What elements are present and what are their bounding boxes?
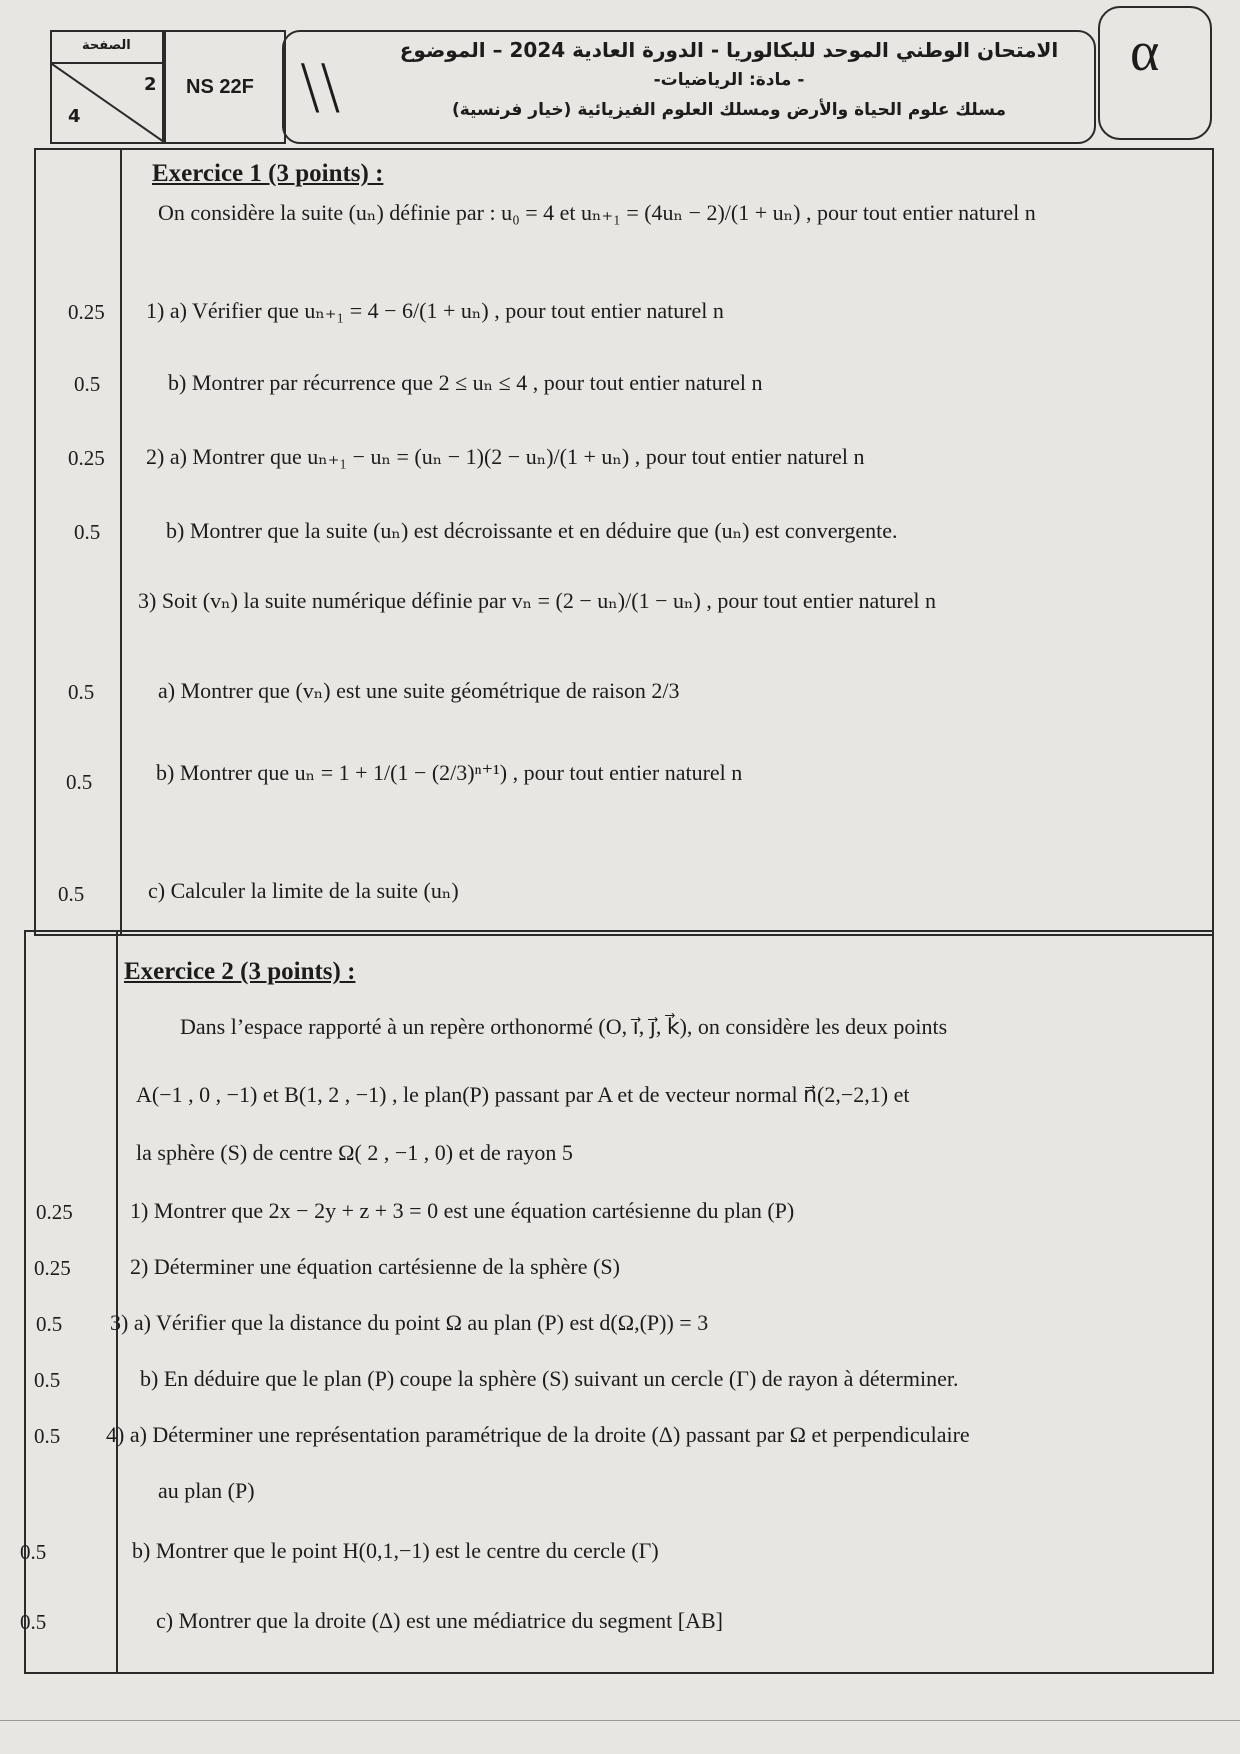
- ex1-q3c: c) Calculer la limite de la suite (uₙ): [148, 878, 459, 903]
- ex2-q1-points: 0.25: [36, 1200, 73, 1224]
- ex2-q2: 2) Déterminer une équation cartésienne de la sphère (S): [130, 1254, 620, 1279]
- ex2-q4a-points: 0.5: [34, 1424, 61, 1448]
- ex1-q1a-points: 0.25: [68, 300, 105, 324]
- ex2-q4a: 4) a) Déterminer une représentation paramétrique de la droite (Δ) passant par Ω et perpendiculaire: [106, 1422, 970, 1447]
- alpha-box: [1098, 6, 1212, 140]
- ex2-q3a-points: 0.5: [36, 1312, 63, 1336]
- exercise2-intro1: Dans l’espace rapporté à un repère orthonormé (O, i⃗, j⃗, k⃗), on considère les deux points: [180, 1014, 948, 1039]
- ex1-q3b-points: 0.5: [66, 770, 93, 794]
- ex1-q3a: a) Montrer que (vₙ) est une suite géométrique de raison 2/3: [158, 678, 680, 703]
- ex2-q3b: b) En déduire que le plan (P) coupe la sphère (S) suivant un cercle (Γ) de rayon à déterminer.: [140, 1366, 959, 1391]
- ex2-q4c: c) Montrer que la droite (Δ) est une médiatrice du segment [AB]: [156, 1608, 724, 1633]
- exam-code: NS 22F: [186, 76, 254, 98]
- ex1-q2a-points: 0.25: [68, 446, 105, 470]
- ex1-q3-intro: 3) Soit (vₙ) la suite numérique définie par vₙ = (2 − uₙ)/(1 − uₙ) , pour tout entier naturel n: [138, 588, 937, 613]
- ex2-q4b-points: 0.5: [20, 1540, 47, 1564]
- handwritten-mark: \\: [300, 52, 341, 122]
- ex1-q2a: 2) a) Montrer que uₙ₊₁ − uₙ = (uₙ − 1)(2 − uₙ)/(1 + uₙ) , pour tout entier naturel n: [146, 444, 865, 469]
- exam-title-line2: - مادة: الرياضيات-: [653, 70, 805, 90]
- exercise1-title: Exercice 1 (3 points) :: [152, 160, 384, 187]
- ex2-q4a-cont: au plan (P): [158, 1478, 255, 1503]
- page-label: الصفحة: [82, 38, 131, 53]
- ex1-q3a-points: 0.5: [68, 680, 95, 704]
- ex2-q4c-points: 0.5: [20, 1610, 47, 1634]
- ex1-q2b-points: 0.5: [74, 520, 101, 544]
- ex1-q2b: b) Montrer que la suite (uₙ) est décroissante et en déduire que (uₙ) est convergente.: [166, 518, 898, 543]
- exercise2-intro2: A(−1 , 0 , −1) et B(1, 2 , −1) , le plan(P) passant par A et de vecteur normal n⃗(2,−2,1) et: [136, 1082, 910, 1107]
- ex1-q3c-points: 0.5: [58, 882, 85, 906]
- ex2-q3a: 3) a) Vérifier que la distance du point Ω au plan (P) est d(Ω,(P)) = 3: [110, 1310, 709, 1335]
- exam-title-line1: الامتحان الوطني الموحد للبكالوريا - الدورة العادية 2024 – الموضوع: [399, 38, 1059, 62]
- exam-title-box: [282, 30, 1096, 144]
- page-number-box: [50, 30, 166, 144]
- alpha-mark: α: [1130, 21, 1160, 83]
- ex2-q3b-points: 0.5: [34, 1368, 61, 1392]
- exam-title-line3: مسلك علوم الحياة والأرض ومسلك العلوم الفيزيائية (خيار فرنسية): [451, 100, 1007, 120]
- exercise2-title: Exercice 2 (3 points) :: [124, 958, 356, 985]
- ex1-q1b-points: 0.5: [74, 372, 101, 396]
- exercise2-intro3: la sphère (S) de centre Ω( 2 , −1 , 0) et de rayon 5: [136, 1140, 573, 1165]
- ex1-q1b: b) Montrer par récurrence que 2 ≤ uₙ ≤ 4 , pour tout entier naturel n: [168, 370, 763, 395]
- exam-code-box: [162, 30, 286, 144]
- ex2-q1: 1) Montrer que 2x − 2y + z + 3 = 0 est une équation cartésienne du plan (P): [130, 1198, 795, 1223]
- total-pages: 4: [68, 106, 81, 127]
- ex1-q1a: 1) a) Vérifier que uₙ₊₁ = 4 − 6/(1 + uₙ) , pour tout entier naturel n: [146, 298, 724, 323]
- bottom-rule: [0, 1720, 1240, 1721]
- exercise2-margin-line: [116, 932, 118, 1672]
- exercise1-margin-line: [120, 150, 122, 934]
- ex2-q2-points: 0.25: [34, 1256, 71, 1280]
- exercise1-intro: On considère la suite (uₙ) définie par : u₀ = 4 et uₙ₊₁ = (4uₙ − 2)/(1 + uₙ) , pour tout entier naturel n: [158, 200, 1036, 225]
- page-number: 2: [144, 74, 157, 95]
- ex1-q3b: b) Montrer que uₙ = 1 + 1/(1 − (2/3)ⁿ⁺¹) , pour tout entier naturel n: [156, 760, 743, 785]
- ex2-q4b: b) Montrer que le point H(0,1,−1) est le centre du cercle (Γ): [132, 1538, 659, 1563]
